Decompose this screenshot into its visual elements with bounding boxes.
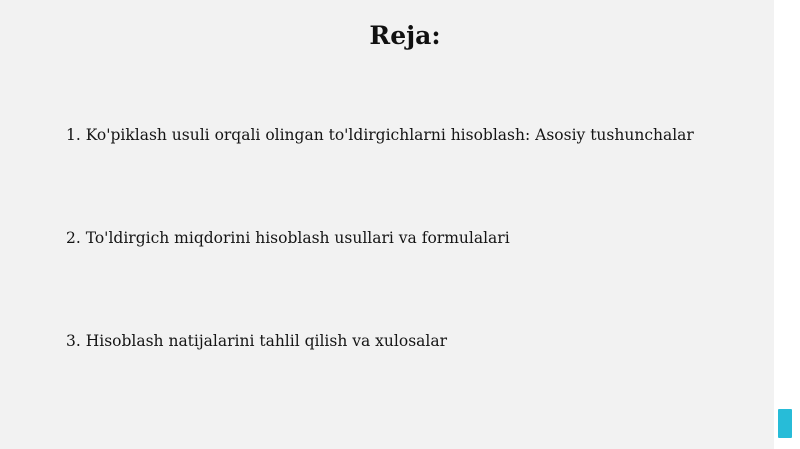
plan-item-1: 1. Ko'piklash usuli orqali olingan to'ldirgichlarni hisoblash: Asosiy tushunchalar — [66, 126, 694, 144]
slide-title: Reja: — [369, 21, 441, 50]
plan-item-3: 3. Hisoblash natijalarini tahlil qilish va xulosalar — [66, 332, 447, 350]
plan-item-2: 2. To'ldirgich miqdorini hisoblash usullari va formulalari — [66, 229, 510, 247]
scrollbar-thumb[interactable] — [778, 409, 792, 438]
vertical-scrollbar[interactable] — [774, 0, 800, 449]
